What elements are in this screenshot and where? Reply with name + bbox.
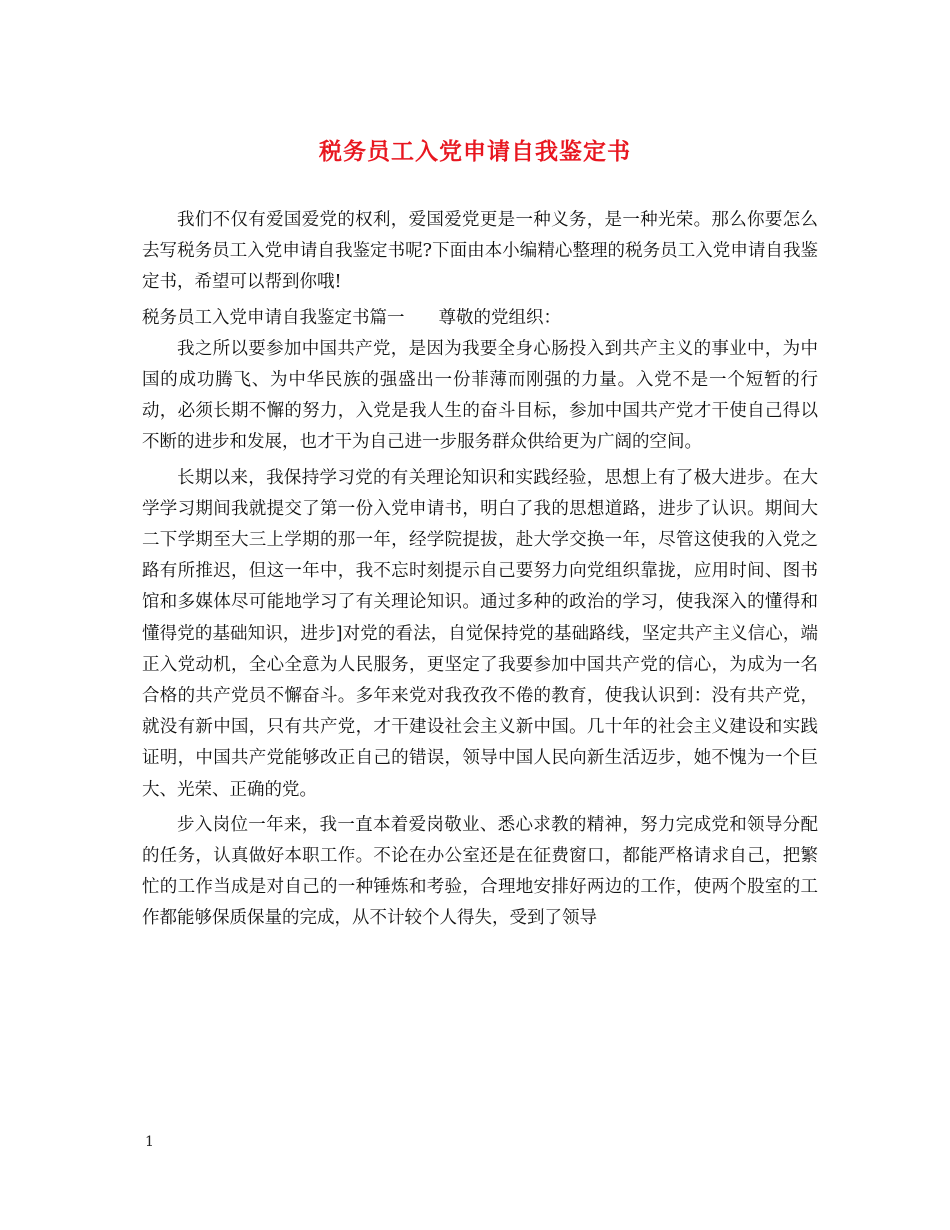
document-body: [142, 205, 818, 939]
page-number: 1: [145, 1134, 154, 1150]
salutation: 尊敬的党组织：: [438, 307, 561, 328]
body-paragraph-3: 步入岗位一年来，我一直本着爱岗敬业、悉心求教的精神，努力完成党和领导分配的任务，认真做好本职工作。不论在办公室还是在征费窗口，都能严格请求自己，把繁忙的工作当成是对自己的一种锤炼和考验，合理地安排好两边的工作，使两个股室的工作都能够保质保量的完成，从不计较个人得失，受到了领导: [142, 814, 818, 929]
body-paragraph-2: 长期以来，我保持学习党的有关理论知识和实践经验，思想上有了极大进步。在大学学习期间我就提交了第一份入党申请书，明白了我的思想道路，进步了认识。期间大二下学期至大三上学期的那一年，经学院提拔，赴大学交换一年，尽管这使我的入党之路有所推迟，但这一年中，我不忘时刻提示自己要努力向党组织靠拢，应用时间、图书馆和多媒体尽可能地学习了有关理论知识。通过多种的政治的学习，使我深入的懂得和懂得党的基础知识，进步]对党的看法，自觉保持党的基础路线，坚定共产主义信心，端正入党动机，全心全意为人民服务，更坚定了我要参加中国共产党的信心，为成为一名合格的共产党员不懈奋斗。多年来党对我孜孜不倦的教育，使我认识到：没有共产党，就没有新中国，只有共产党，才干建设社会主义新中国。几十年的社会主义建设和实践证明，中国共产党能够改正自己的错误，领导中国人民向新生活迈步，她不愧为一个巨大、光荣、正确的党。: [142, 467, 818, 800]
section-title: 税务员工入党申请自我鉴定书篇一: [142, 307, 405, 328]
body-paragraph-1: 我之所以要参加中国共产党，是因为我要全身心肠投入到共产主义的事业中，为中国的成功腾飞、为中华民族的强盛出一份菲薄而刚强的力量。入党不是一个短暂的行动，必须长期不懈的努力，入党是我人生的奋斗目标，参加中国共产党才干使自己得以不断的进步和发展，也才干为自己进一步服务群众供给更为广阔的空间。: [142, 338, 818, 453]
intro-paragraph: 我们不仅有爱国爱党的权利，爱国爱党更是一种义务，是一种光荣。那么你要怎么去写税务员工入党申请自我鉴定书呢?下面由本小编精心整理的税务员工入党申请自我鉴定书，希望可以帮到你哦!: [142, 210, 818, 293]
section-heading-line: [142, 303, 818, 334]
document-title: 税务员工入党申请自我鉴定书: [319, 138, 631, 165]
